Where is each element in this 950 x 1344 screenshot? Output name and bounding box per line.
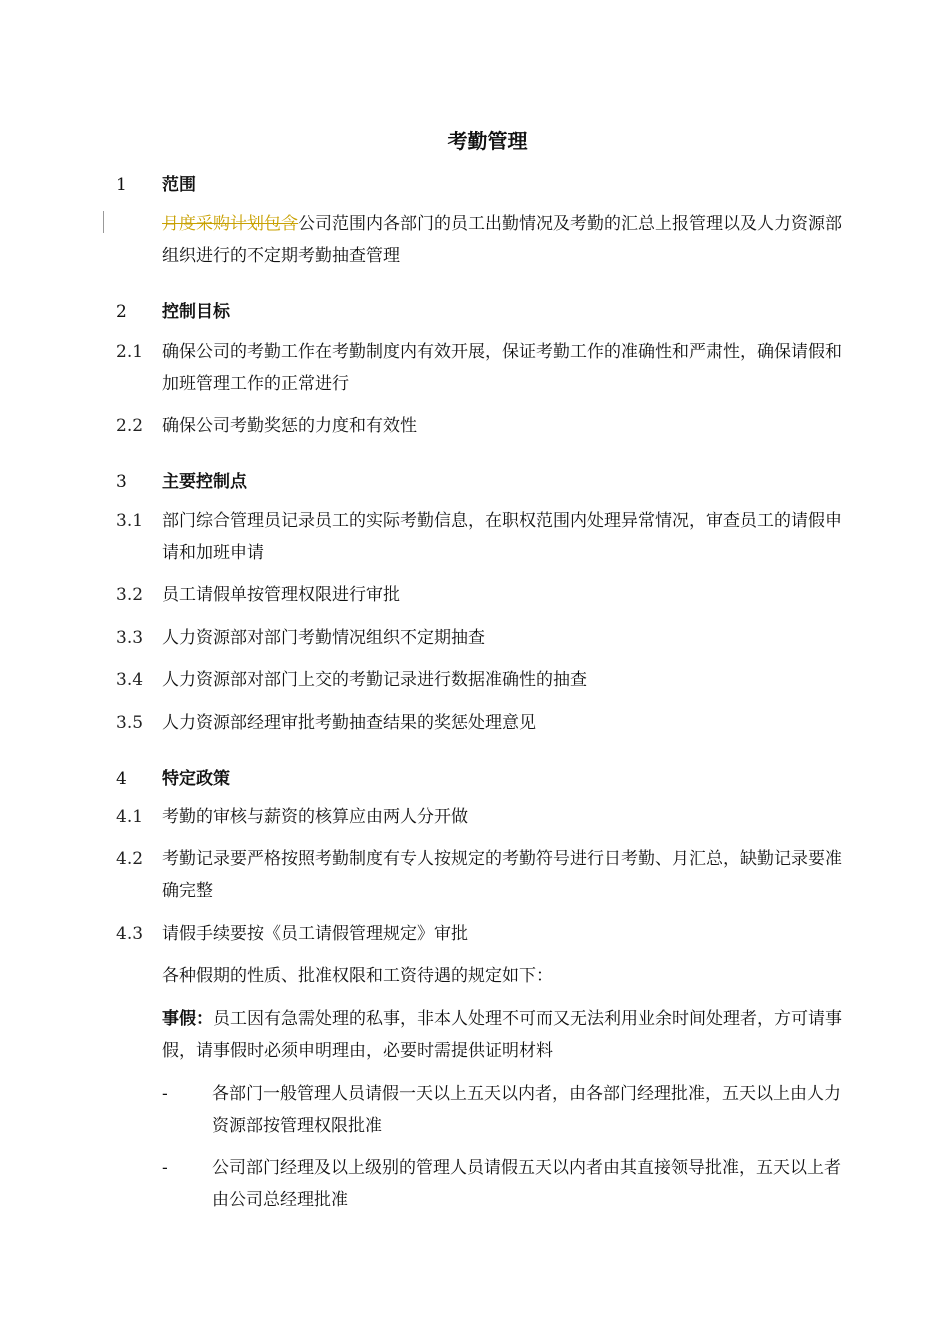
section-title: 主要控制点: [162, 472, 247, 492]
item-number: 4.1: [116, 807, 144, 827]
item-number: 4.3: [116, 924, 144, 944]
section-title: 范围: [162, 175, 196, 195]
bullet-text: 公司部门经理及以上级别的管理人员请假五天以内者由其直接领导批准，五天以上者由公司总经理批准: [212, 1158, 841, 1210]
change-bar: [103, 211, 104, 233]
list-item: [116, 579, 856, 611]
item-text: 人力资源部对部门考勤情况组织不定期抽查: [162, 628, 485, 648]
leave-intro: 各种假期的性质、批准权限和工资待遇的规定如下：: [162, 966, 553, 986]
section-number: 1: [116, 175, 127, 195]
list-item: [116, 505, 856, 569]
list-item: [116, 918, 856, 950]
personal-leave-text: 员工因有急需处理的私事，非本人处理不可而又无法利用业余时间处理者，方可请事假，请事假时必须申明理由，必要时需提供证明材料: [162, 1009, 842, 1061]
bullet-text: 各部门一般管理人员请假一天以上五天以内者，由各部门经理批准，五天以上由人力资源部按管理权限批准: [212, 1084, 841, 1136]
section-number: 4: [116, 769, 127, 789]
item-number: 3.1: [116, 511, 144, 531]
list-item: [116, 622, 856, 654]
item-number: 3.5: [116, 713, 144, 733]
item-number: 3.4: [116, 670, 144, 690]
item-text: 确保公司考勤奖惩的力度和有效性: [162, 416, 417, 436]
item-number: 2.1: [116, 342, 144, 362]
bullet-dash: -: [162, 1158, 168, 1178]
bullet-item: [162, 1152, 852, 1216]
section-title: 特定政策: [162, 769, 230, 789]
item-text: 考勤的审核与薪资的核算应由两人分开做: [162, 807, 468, 827]
item-text: 人力资源部经理审批考勤抽查结果的奖惩处理意见: [162, 713, 536, 733]
bullet-item: [162, 1078, 852, 1142]
item-number: 3.3: [116, 628, 144, 648]
section-heading-2: [116, 297, 230, 322]
section-heading-3: [116, 467, 247, 492]
list-item: [116, 843, 856, 907]
deleted-text: 月度采购计划包含: [162, 214, 298, 234]
scope-paragraph: [162, 208, 856, 272]
section-heading-1: [116, 170, 196, 195]
list-item: [116, 801, 856, 833]
item-text: 部门综合管理员记录员工的实际考勤信息，在职权范围内处理异常情况，审查员工的请假申请和加班申请: [162, 511, 842, 563]
item-text: 人力资源部对部门上交的考勤记录进行数据准确性的抽查: [162, 670, 587, 690]
item-text: 员工请假单按管理权限进行审批: [162, 585, 400, 605]
document-title: 考勤管理: [447, 129, 528, 153]
item-text: 考勤记录要严格按照考勤制度有专人按规定的考勤符号进行日考勤、月汇总，缺勤记录要准确完整: [162, 849, 842, 901]
item-number: 3.2: [116, 585, 144, 605]
personal-leave-paragraph: [162, 1003, 856, 1067]
list-item: [116, 707, 856, 739]
list-item: [116, 336, 856, 400]
section-number: 2: [116, 302, 127, 322]
item-number: 2.2: [116, 416, 144, 436]
item-text: 请假手续要按《员工请假管理规定》审批: [162, 924, 468, 944]
scope-text: 公司范围内各部门的员工出勤情况及考勤的汇总上报管理以及人力资源部组织进行的不定期考勤抽查管理: [162, 214, 842, 266]
list-item: [116, 410, 856, 442]
section-number: 3: [116, 472, 127, 492]
item-number: 4.2: [116, 849, 144, 869]
section-heading-4: [116, 764, 230, 789]
item-text: 确保公司的考勤工作在考勤制度内有效开展，保证考勤工作的准确性和严肃性，确保请假和加班管理工作的正常进行: [162, 342, 842, 394]
bullet-dash: -: [162, 1084, 168, 1104]
personal-leave-label: 事假：: [162, 1009, 213, 1029]
list-item: [116, 664, 856, 696]
section-title: 控制目标: [162, 302, 230, 322]
